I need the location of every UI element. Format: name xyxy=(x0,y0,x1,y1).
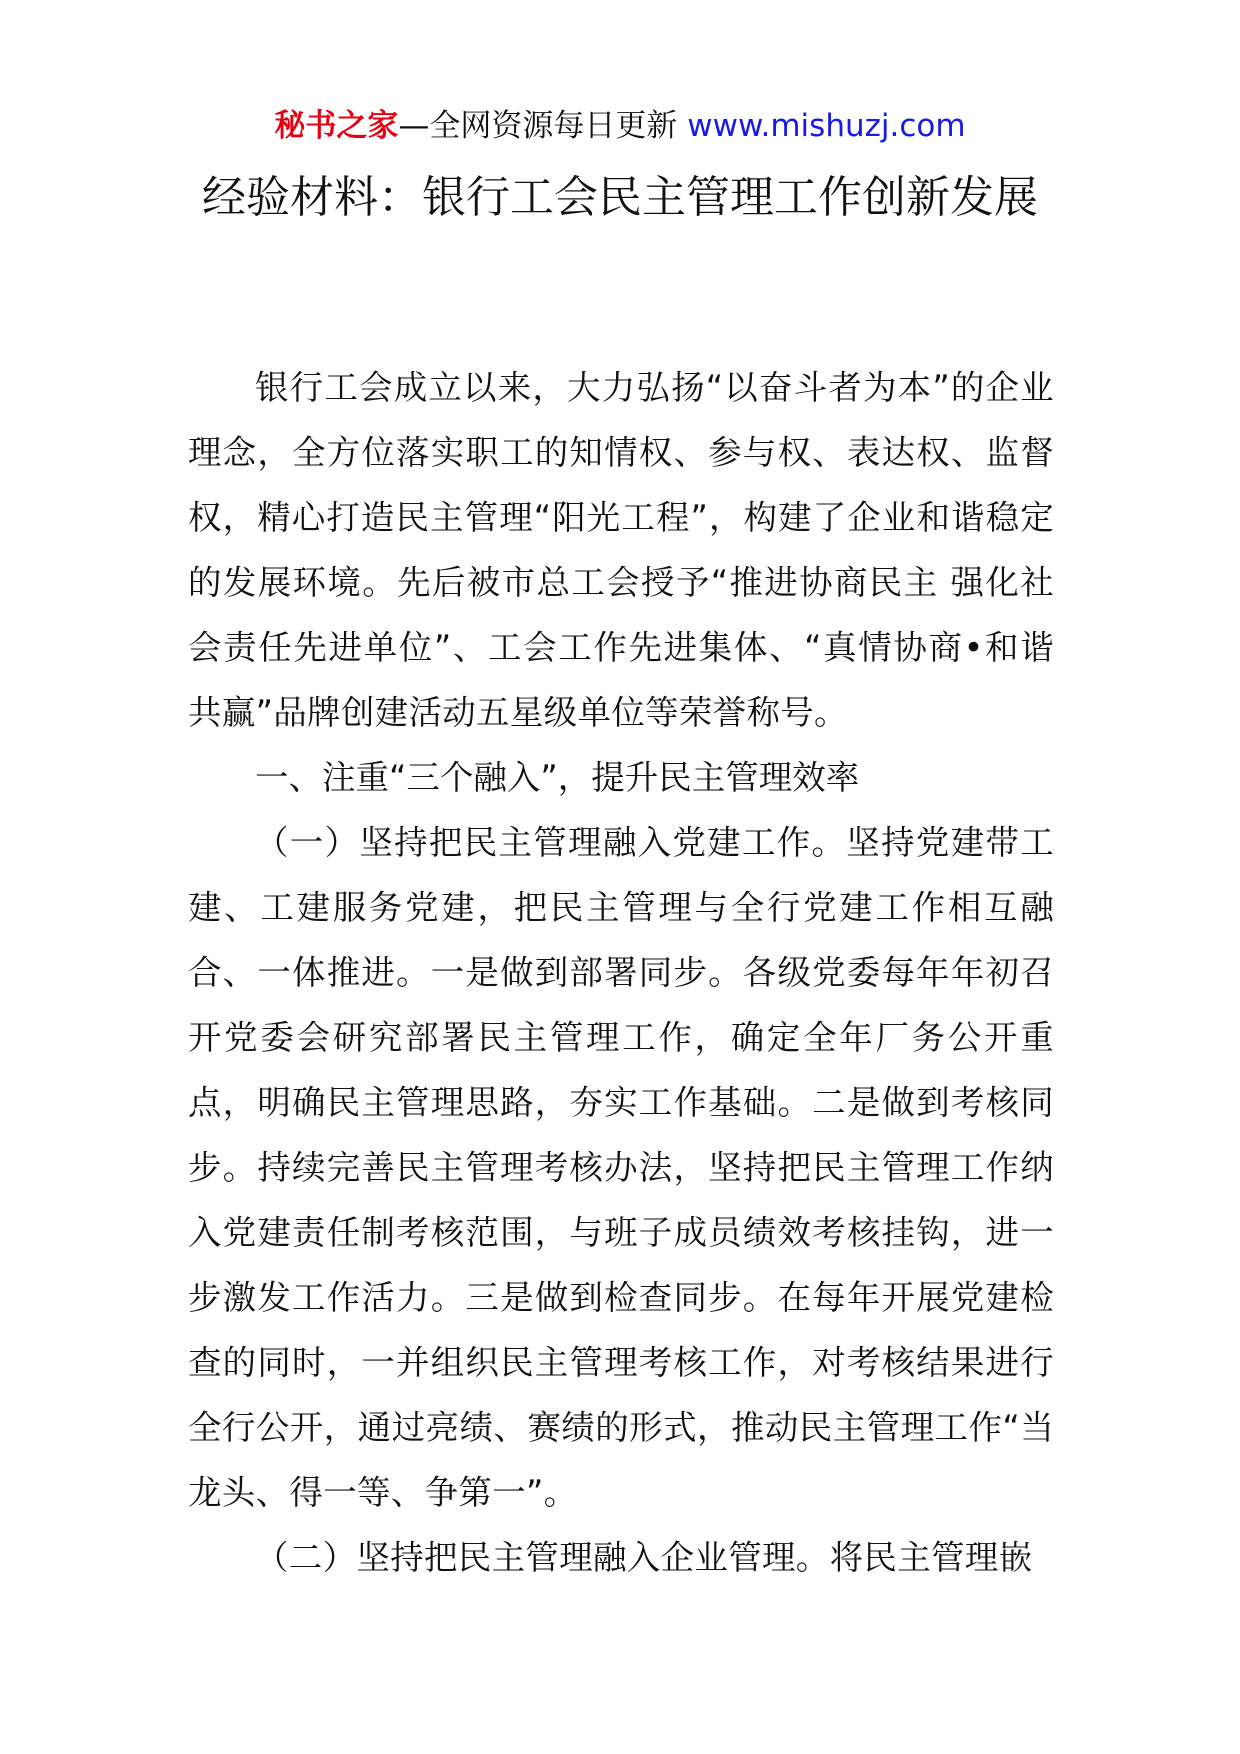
subsection-paragraph-2: （二）坚持把民主管理融入企业管理。将民主管理嵌 xyxy=(255,1538,1033,1577)
intro-paragraph: 银行工会成立以来，大力弘扬“以奋斗者为本”的企业理念，全方位落实职工的知情权、参与权、表达权、监督权，精心打造民主管理“阳光工程”，构建了企业和谐稳定的发展环境。先后被市总工会授予“推进协商民主 强化社会责任先进单位”、工会工作先进集体、“真情协商•和谐共赢”品牌创建活动五星级单位等荣誉称号。 xyxy=(188,368,1054,732)
site-header xyxy=(0,104,1240,148)
brand-name: 秘书之家 xyxy=(274,108,399,144)
document-title: 经验材料：银行工会民主管理工作创新发展 xyxy=(202,172,1038,223)
document-body xyxy=(188,355,1054,1590)
site-url-link[interactable]: www.mishuzj.com xyxy=(687,108,966,144)
section-heading-1: 一、注重“三个融入”，提升民主管理效率 xyxy=(255,758,860,797)
site-tagline: —全网资源每日更新 xyxy=(398,108,678,144)
subsection-paragraph-1: （一）坚持把民主管理融入党建工作。坚持党建带工建、工建服务党建，把民主管理与全行党建工作相互融合、一体推进。一是做到部署同步。各级党委每年年初召开党委会研究部署民主管理工作，确定全年厂务公开重点，明确民主管理思路，夯实工作基础。二是做到考核同步。持续完善民主管理考核办法，坚持把民主管理工作纳入党建责任制考核范围，与班子成员绩效考核挂钩，进一步激发工作活力。三是做到检查同步。在每年开展党建检查的同时，一并组织民主管理考核工作，对考核结果进行全行公开，通过亮绩、赛绩的形式，推动民主管理工作“当龙头、得一等、争第一”。 xyxy=(188,823,1054,1512)
